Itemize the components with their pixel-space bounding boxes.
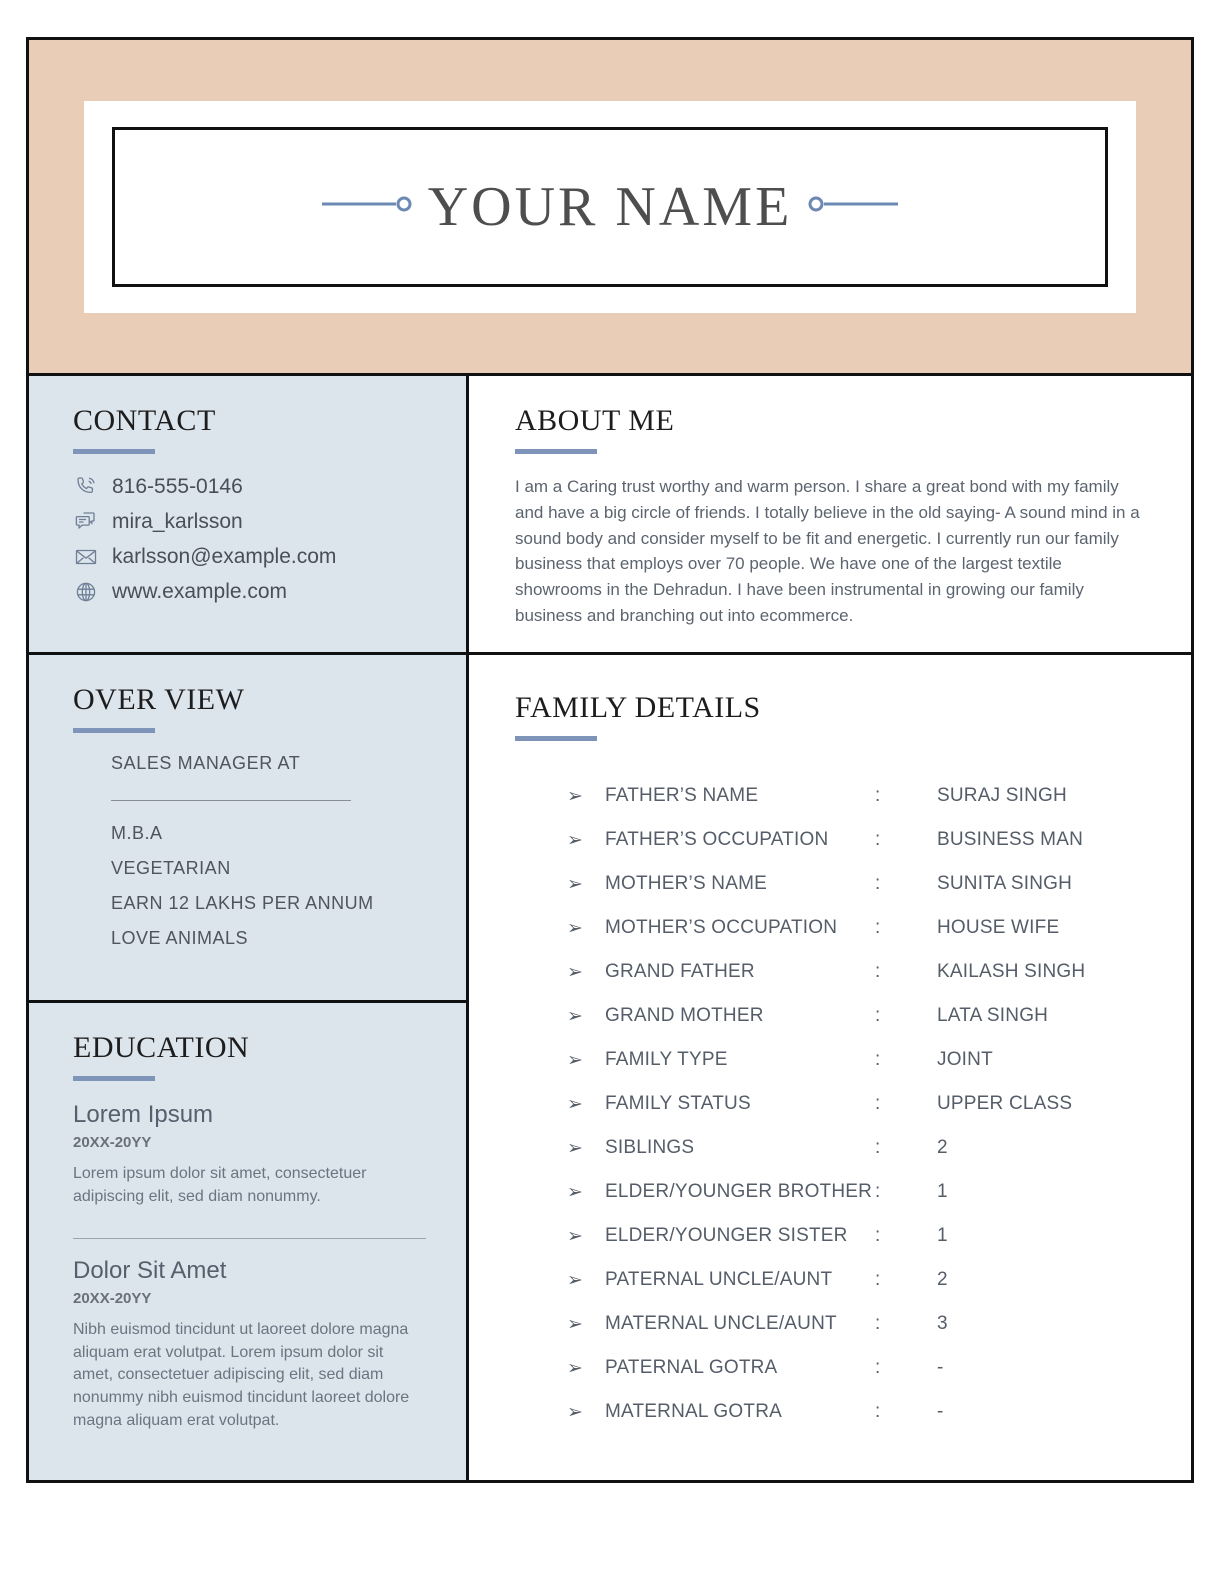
overview-title-rule — [73, 728, 155, 733]
header-white-panel — [84, 101, 1136, 313]
header-band — [29, 40, 1191, 376]
arrow-bullet-icon: ➢ — [567, 786, 584, 807]
family-row-value: 3 — [937, 1313, 948, 1334]
family-row-value: 2 — [937, 1137, 948, 1158]
resume-page — [26, 37, 1194, 1483]
family-row-label: MOTHER’S OCCUPATION — [605, 917, 838, 938]
family-row-separator: : — [875, 1313, 881, 1334]
table-row — [567, 873, 1085, 917]
arrow-bullet-icon: ➢ — [567, 1402, 584, 1423]
arrow-bullet-icon: ➢ — [567, 874, 584, 895]
family-row-separator: : — [875, 1401, 881, 1422]
arrow-bullet-icon: ➢ — [567, 1226, 584, 1247]
table-row — [567, 1357, 1085, 1401]
education-section — [29, 1000, 466, 1480]
arrow-bullet-icon: ➢ — [567, 1094, 584, 1115]
family-row-label: FAMILY STATUS — [605, 1093, 751, 1114]
contact-email-text: karlsson@example.com — [112, 545, 337, 569]
family-row-label: MATERNAL GOTRA — [605, 1401, 782, 1422]
family-row-value: JOINT — [937, 1049, 993, 1070]
family-row-value: SUNITA SINGH — [937, 873, 1073, 894]
overview-headline: SALES MANAGER AT — [111, 753, 301, 773]
family-row-label: MATERNAL UNCLE/AUNT — [605, 1313, 837, 1334]
contact-item-username[interactable] — [73, 509, 426, 535]
education-school-name: Dolor Sit Amet — [73, 1257, 227, 1285]
family-row-label: ELDER/YOUNGER SISTER — [605, 1225, 848, 1246]
decorative-line-left — [322, 193, 414, 220]
table-row — [567, 961, 1085, 1005]
family-row-value: - — [937, 1401, 944, 1422]
education-entry — [73, 1101, 426, 1208]
arrow-bullet-icon: ➢ — [567, 1182, 584, 1203]
family-row-separator: : — [875, 1137, 881, 1158]
family-row-label: MOTHER’S NAME — [605, 873, 767, 894]
contact-section — [29, 376, 466, 652]
arrow-bullet-icon: ➢ — [567, 962, 584, 983]
family-title-rule — [515, 736, 597, 741]
family-row-separator: : — [875, 785, 881, 806]
family-row-separator: : — [875, 1093, 881, 1114]
overview-section-title: OVER VIEW — [73, 683, 245, 716]
table-row — [567, 1137, 1085, 1181]
family-row-separator: : — [875, 1225, 881, 1246]
education-section-title: EDUCATION — [73, 1031, 250, 1064]
overview-list-item: M.B.A — [111, 823, 163, 843]
contact-username-text: mira_karlsson — [112, 510, 243, 534]
arrow-bullet-icon: ➢ — [567, 918, 584, 939]
family-row-value: 1 — [937, 1181, 948, 1202]
family-row-label: FAMILY TYPE — [605, 1049, 728, 1070]
family-details-section — [469, 652, 1191, 1480]
about-text: I am a Caring trust worthy and warm person. I share a great bond with my family and have a big circle of friends. I totally believe in the old saying- A sound mind in a sound body and consider myself to be fit and energetic. I currently run our family business that employs over 70 people. We have one of the largest textile showrooms in the Dehradun. I have been instrumental in growing our family business and branching out into ecommerce. — [515, 477, 1140, 626]
family-row-separator: : — [875, 1181, 881, 1202]
table-row — [567, 1181, 1085, 1225]
family-row-value: - — [937, 1357, 944, 1378]
family-row-value: KAILASH SINGH — [937, 961, 1086, 982]
education-description: Nibh euismod tincidunt ut laoreet dolore magna aliquam erat volutpat. Lorem ipsum dolor sit amet, consectetuer adipiscing elit, sed diam nonummy nibh euismod tincidunt laoreet dolore magna aliquam erat volutpat. — [73, 1321, 410, 1429]
family-row-separator: : — [875, 1357, 881, 1378]
body-columns — [29, 376, 1191, 1480]
family-row-separator: : — [875, 1269, 881, 1290]
family-row-label: FATHER’S OCCUPATION — [605, 829, 829, 850]
table-row — [567, 917, 1085, 961]
family-row-value: 1 — [937, 1225, 948, 1246]
family-row-value: SURAJ SINGH — [937, 785, 1067, 806]
family-row-label: FATHER’S NAME — [605, 785, 759, 806]
table-row — [567, 1269, 1085, 1313]
about-section — [469, 376, 1191, 652]
overview-list — [111, 823, 426, 949]
about-section-title: ABOUT ME — [515, 404, 675, 437]
arrow-bullet-icon: ➢ — [567, 1270, 584, 1291]
contact-item-website[interactable] — [73, 579, 426, 605]
family-row-separator: : — [875, 961, 881, 982]
family-row-value: UPPER CLASS — [937, 1093, 1073, 1114]
family-row-label: GRAND MOTHER — [605, 1005, 764, 1026]
chat-icon — [73, 509, 99, 535]
contact-list — [73, 474, 426, 605]
envelope-icon — [73, 544, 99, 570]
family-section-title: FAMILY DETAILS — [515, 691, 761, 724]
page-title: YOUR NAME — [427, 175, 793, 238]
phone-icon — [73, 474, 99, 500]
family-row-separator: : — [875, 917, 881, 938]
main-column — [469, 376, 1191, 1480]
arrow-bullet-icon: ➢ — [567, 1314, 584, 1335]
education-entry — [73, 1257, 426, 1432]
contact-website-text: www.example.com — [112, 580, 288, 604]
family-details-table — [567, 785, 1085, 1445]
arrow-bullet-icon: ➢ — [567, 1138, 584, 1159]
overview-divider — [111, 800, 351, 801]
table-row — [567, 1313, 1085, 1357]
arrow-bullet-icon: ➢ — [567, 1006, 584, 1027]
family-row-label: GRAND FATHER — [605, 961, 755, 982]
table-row — [567, 1093, 1085, 1137]
overview-section — [29, 652, 466, 1000]
globe-icon — [73, 579, 99, 605]
family-row-value: BUSINESS MAN — [937, 829, 1083, 850]
education-dates: 20XX-20YY — [73, 1133, 152, 1151]
family-row-value: 2 — [937, 1269, 948, 1290]
arrow-bullet-icon: ➢ — [567, 830, 584, 851]
education-title-rule — [73, 1076, 155, 1081]
name-row — [322, 175, 899, 238]
table-row — [567, 1401, 1085, 1445]
table-row — [567, 829, 1085, 873]
overview-list-item: LOVE ANIMALS — [111, 928, 249, 948]
contact-item-phone[interactable] — [73, 474, 426, 500]
contact-phone-text: 816-555-0146 — [112, 475, 243, 499]
contact-item-email[interactable] — [73, 544, 426, 570]
table-row — [567, 1225, 1085, 1269]
contact-section-title: CONTACT — [73, 404, 216, 437]
family-row-separator: : — [875, 1049, 881, 1070]
family-row-label: PATERNAL UNCLE/AUNT — [605, 1269, 833, 1290]
arrow-bullet-icon: ➢ — [567, 1358, 584, 1379]
decorative-line-right — [806, 193, 898, 220]
table-row — [567, 785, 1085, 829]
family-row-separator: : — [875, 829, 881, 850]
table-row — [567, 1049, 1085, 1093]
family-row-separator: : — [875, 1005, 881, 1026]
overview-list-item: VEGETARIAN — [111, 858, 231, 878]
education-dates: 20XX-20YY — [73, 1290, 152, 1308]
family-row-value: LATA SINGH — [937, 1005, 1049, 1026]
arrow-bullet-icon: ➢ — [567, 1050, 584, 1071]
about-title-rule — [515, 449, 597, 454]
contact-title-rule — [73, 449, 155, 454]
education-entry-divider — [73, 1238, 426, 1239]
sidebar — [29, 376, 469, 1480]
family-row-label: PATERNAL GOTRA — [605, 1357, 778, 1378]
family-row-separator: : — [875, 873, 881, 894]
education-description: Lorem ipsum dolor sit amet, consectetuer adipiscing elit, sed diam nonummy. — [73, 1164, 367, 1205]
education-school-name: Lorem Ipsum — [73, 1101, 214, 1128]
family-row-label: SIBLINGS — [605, 1137, 695, 1158]
family-row-label: ELDER/YOUNGER BROTHER — [605, 1181, 873, 1202]
table-row — [567, 1005, 1085, 1049]
family-row-value: HOUSE WIFE — [937, 917, 1060, 938]
header-name-frame — [112, 127, 1108, 287]
overview-list-item: EARN 12 LAKHS PER ANNUM — [111, 893, 374, 913]
